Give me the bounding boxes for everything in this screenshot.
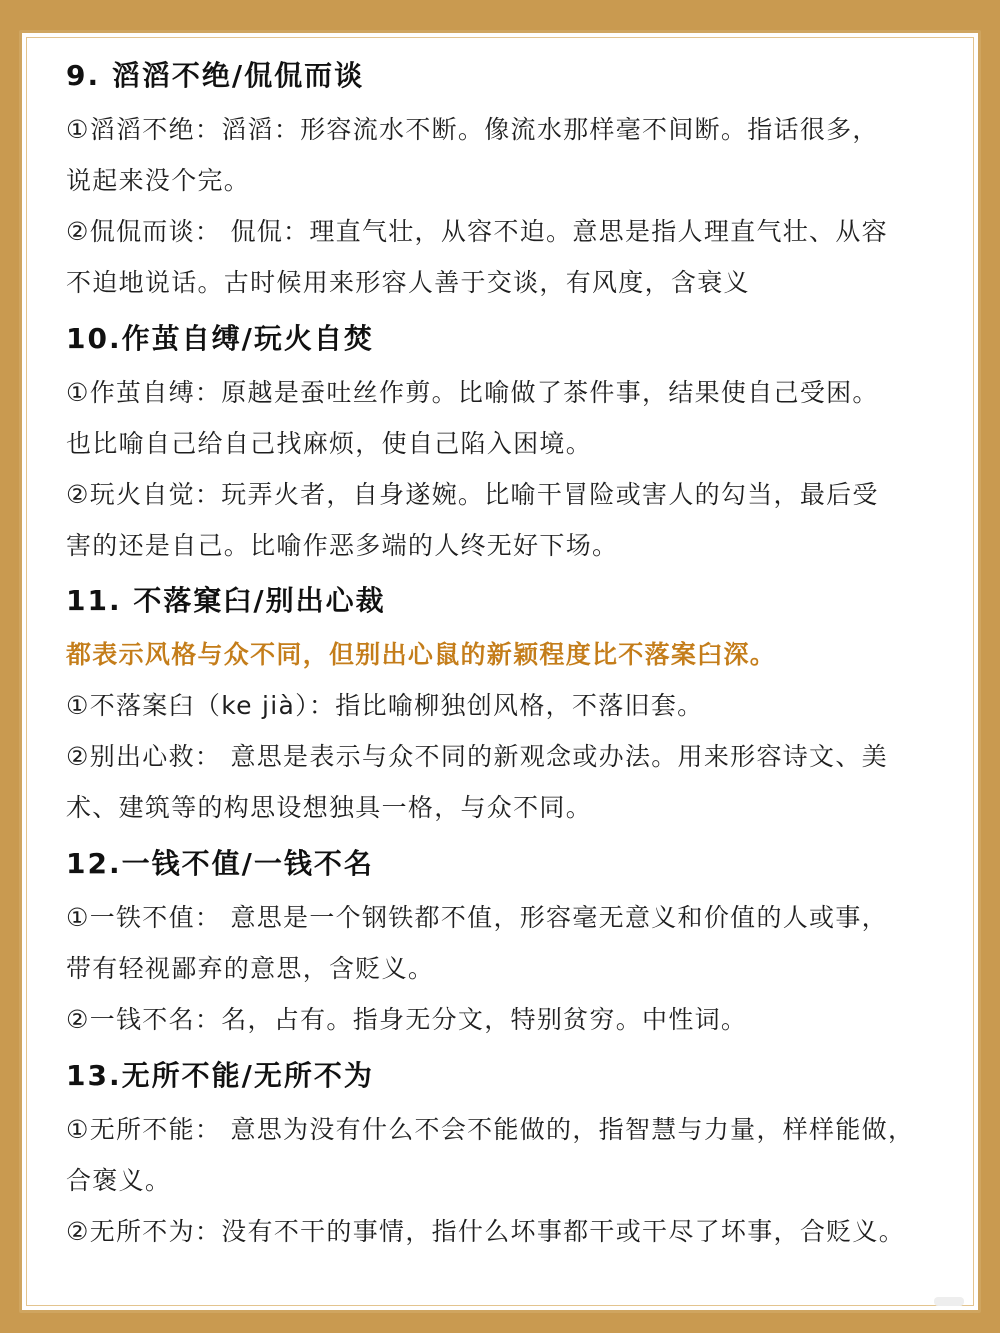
section-10-line-3: ②玩火自觉：玩弄火者，自身遂婉。比喻干冒险或害人的勾当，最后受 (66, 480, 879, 509)
section-11-highlight: 都表示风格与众不同，但别出心鼠的新颖程度比不落案臼深。 (66, 640, 777, 669)
section-9-line-4: 不迫地说话。古时候用来形容人善于交谈，有风度，含衰义 (66, 268, 750, 297)
section-10-line-4: 害的还是自己。比喻作恶多端的人终无好下场。 (66, 531, 619, 560)
section-12-title: 12.一钱不值/一钱不名 (66, 847, 374, 880)
section-10-line-1: ①作茧自缚：原越是蚕吐丝作剪。比喻做了茶件事，结果使自己受困。 (66, 378, 879, 407)
section-9-line-2: 说起来没个完。 (66, 166, 251, 195)
section-11-line-3: 术、建筑等的构思设想独具一格，与众不同。 (66, 793, 593, 822)
watermark-mark (934, 1297, 964, 1306)
section-9-line-3: ②侃侃而谈： 侃侃：理直气壮，从容不迫。意思是指人理直气壮、从容 (66, 217, 888, 246)
section-9-title: 9. 滔滔不绝/侃侃而谈 (66, 59, 365, 92)
section-13-line-3: ②无所不为：没有不干的事情，指什么坏事都干或干尽了坏事，合贬义。 (66, 1217, 906, 1246)
section-9-line-1: ①滔滔不绝：滔滔：形容流水不断。像流水那样毫不间断。指话很多， (66, 115, 879, 144)
section-10-title: 10.作茧自缚/玩火自焚 (66, 322, 374, 355)
section-12-line-1: ①一铁不值： 意思是一个钢铁都不值，形容毫无意义和价值的人或事， (66, 903, 888, 932)
section-13-title: 13.无所不能/无所不为 (66, 1059, 374, 1092)
section-13-line-2: 合褒义。 (66, 1166, 172, 1195)
section-11-line-2: ②别出心救： 意思是表示与众不同的新观念或办法。用来形容诗文、美 (66, 742, 888, 771)
section-11-line-1: ①不落案臼（ke jià）：指比喻柳独创风格，不落旧套。 (66, 691, 704, 720)
section-12-line-3: ②一钱不名：名，占有。指身无分文，特别贫穷。中性词。 (66, 1005, 748, 1034)
section-10-line-2: 也比喻自己给自己找麻烦，使自己陷入困境。 (66, 429, 593, 458)
section-12-line-2: 带有轻视鄙弃的意思，含贬义。 (66, 954, 435, 983)
content-card (19, 30, 981, 1313)
section-13-line-1: ①无所不能： 意思为没有什么不会不能做的，指智慧与力量，样样能做， (66, 1115, 915, 1144)
section-11-title: 11. 不落窠臼/别出心裁 (66, 584, 386, 617)
